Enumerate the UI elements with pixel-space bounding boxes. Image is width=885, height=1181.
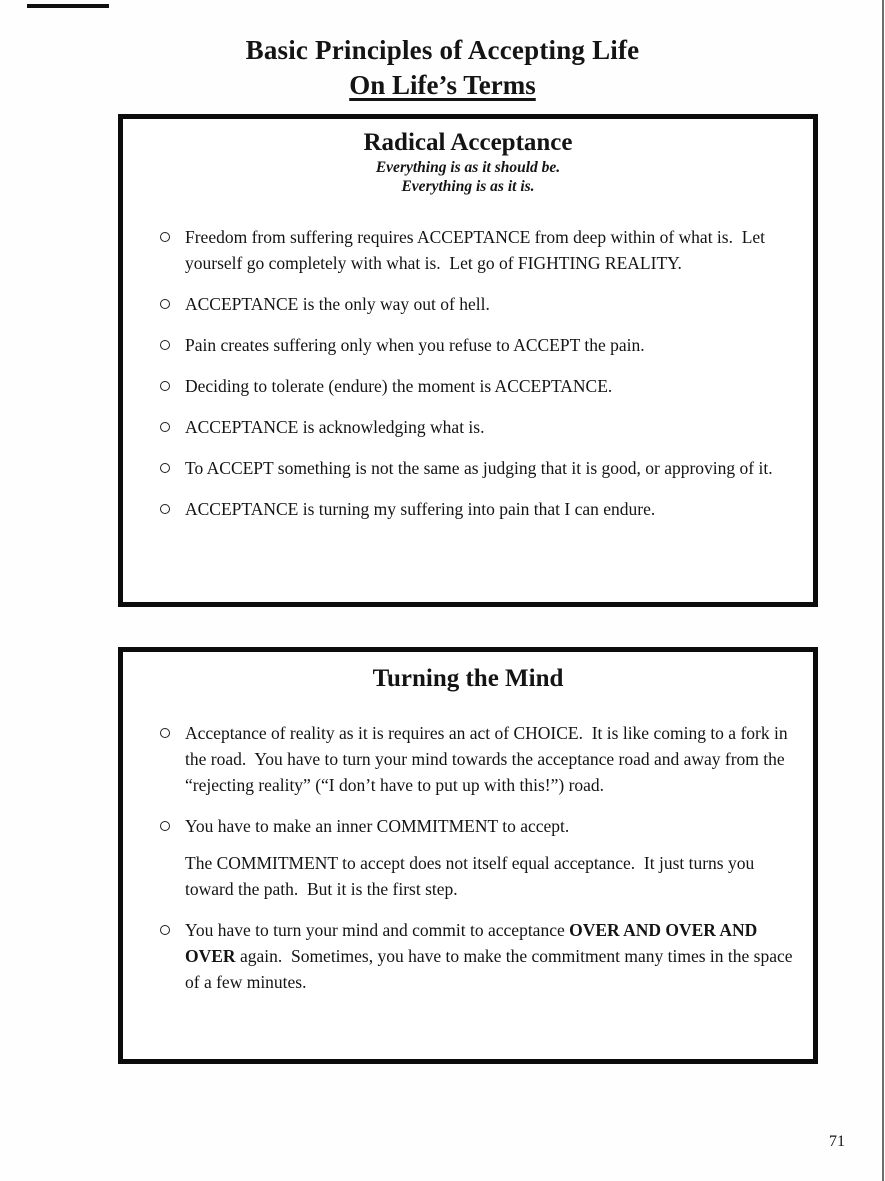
open-circle-bullet-icon (160, 340, 170, 350)
list-item-text: The COMMITMENT to accept does not itself equal acceptance. It just turns you toward the path. But it is the first step. (185, 853, 759, 899)
list-item-text-bold: OVER AND OVER AND OVER (185, 920, 762, 966)
list-item-text: To ACCEPT something is not the same as judging that it is good, or approving of it. (185, 458, 773, 478)
bullet-marker (160, 455, 185, 481)
list-item (160, 291, 795, 317)
page-edge-line (882, 0, 884, 1181)
radical-acceptance-subtitle-1: Everything is as it should be. (375, 159, 561, 176)
list-item-text: Deciding to tolerate (endure) the moment is ACCEPTANCE. (185, 376, 613, 396)
list-item (160, 813, 795, 839)
list-item-text: ACCEPTANCE is the only way out of hell. (185, 294, 490, 314)
list-item-text (185, 917, 795, 995)
bullet-marker (160, 720, 185, 798)
page-number: 71 (829, 1133, 845, 1150)
bullet-marker (160, 224, 185, 276)
bullet-marker (160, 813, 185, 839)
radical-acceptance-heading: Radical Acceptance (363, 129, 573, 156)
turning-the-mind-panel (118, 647, 818, 1064)
page-title-line-1: Basic Principles of Accepting Life (245, 35, 640, 65)
bullet-marker (160, 496, 185, 522)
page-title-line-2: On Life’s Terms (349, 70, 536, 100)
scan-artifact-mark (27, 4, 109, 8)
open-circle-bullet-icon (160, 422, 170, 432)
open-circle-bullet-icon (160, 381, 170, 391)
list-item (160, 373, 795, 399)
list-item-text-segment: again. Sometimes, you have to make the commitment many times in the space of a few minutes. (185, 946, 797, 992)
list-item (160, 224, 795, 276)
open-circle-bullet-icon (160, 299, 170, 309)
list-item (160, 332, 795, 358)
radical-acceptance-subtitle-2: Everything is as it is. (401, 178, 535, 195)
list-item (160, 455, 795, 481)
open-circle-bullet-icon (160, 504, 170, 514)
open-circle-bullet-icon (160, 728, 170, 738)
list-item-text: Pain creates suffering only when you refuse to ACCEPT the pain. (185, 335, 645, 355)
list-item (160, 414, 795, 440)
bullet-marker (160, 917, 185, 995)
open-circle-bullet-icon (160, 232, 170, 242)
list-item (160, 720, 795, 798)
turning-the-mind-bullet-list (123, 720, 813, 995)
list-item-text: ACCEPTANCE is acknowledging what is. (185, 417, 485, 437)
list-item-continuation (160, 850, 795, 902)
bullet-marker-empty (160, 850, 185, 902)
bullet-marker (160, 414, 185, 440)
turning-the-mind-heading: Turning the Mind (372, 665, 564, 692)
open-circle-bullet-icon (160, 463, 170, 473)
list-item-text: Acceptance of reality as it is requires an act of CHOICE. It is like coming to a fork in the road. You have to turn your mind towards the acceptance road and away from the “rejecting reality” (“I don’t have to put up with this!”) road. (185, 723, 792, 795)
bullet-marker (160, 291, 185, 317)
radical-acceptance-panel (118, 114, 818, 607)
bullet-marker (160, 332, 185, 358)
list-item-text: ACCEPTANCE is turning my suffering into pain that I can endure. (185, 499, 656, 519)
open-circle-bullet-icon (160, 821, 170, 831)
open-circle-bullet-icon (160, 925, 170, 935)
list-item-text: Freedom from suffering requires ACCEPTANCE from deep within of what is. Let yourself go completely with what is. Let go of FIGHTING REALITY. (185, 227, 770, 273)
list-item-text: You have to make an inner COMMITMENT to accept. (185, 816, 570, 836)
bullet-marker (160, 373, 185, 399)
list-item (160, 496, 795, 522)
list-item-text-segment: You have to turn your mind and commit to acceptance (185, 920, 570, 940)
radical-acceptance-bullet-list (123, 224, 813, 522)
list-item (160, 917, 795, 995)
page-title (0, 0, 885, 103)
